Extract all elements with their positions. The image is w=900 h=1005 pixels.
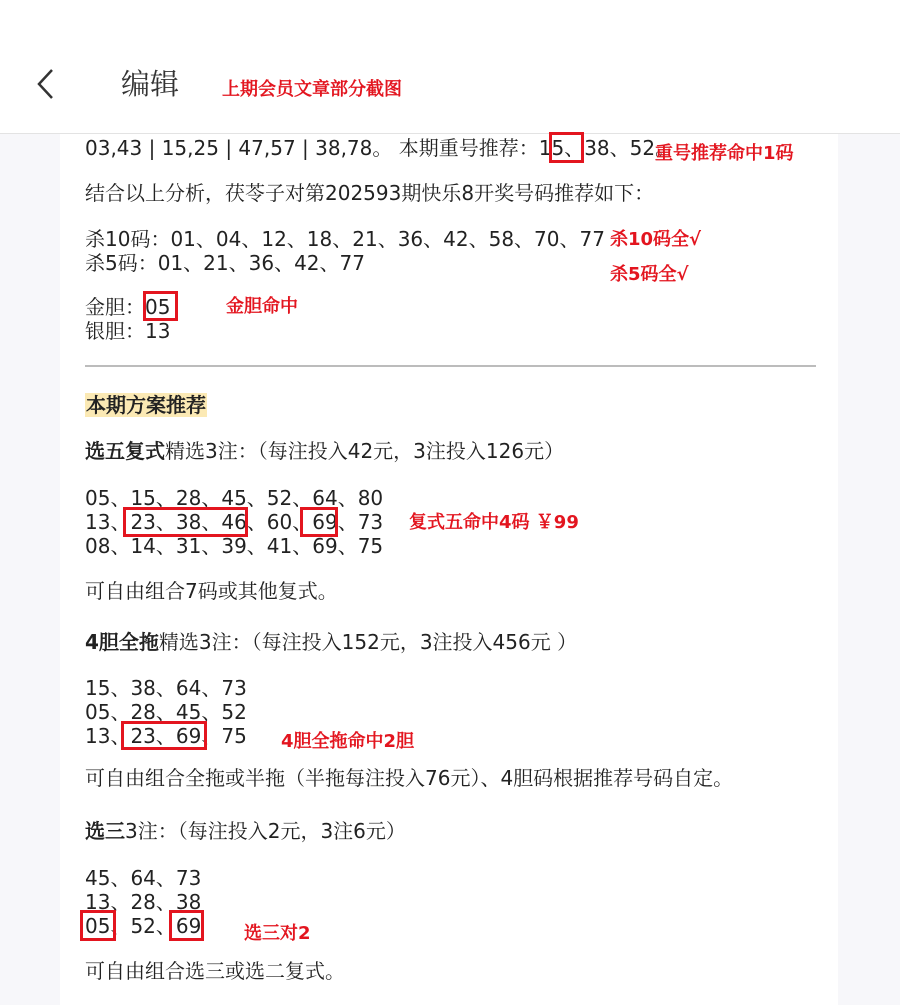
drag-row: 15、38、64、73 <box>85 676 247 700</box>
pick3-note: 可自由组合选三或选二复式。 <box>85 959 345 983</box>
gold-line: 金胆：05 <box>85 295 171 319</box>
analysis-line: 结合以上分析，茯苓子对第202593期快乐8开奖号码推荐如下： <box>85 181 655 205</box>
chevron-left-icon <box>30 66 66 102</box>
pick3-row: 13、28、38 <box>85 890 202 914</box>
divider <box>85 365 816 367</box>
annotation-kill5: 杀5码全√ <box>610 264 689 285</box>
annotation-pick5-hit: 复式五命中4码 ￥99 <box>409 512 579 533</box>
drag-row: 13、23、69、75 <box>85 724 247 748</box>
screenshot-annotation: 上期会员文章部分截图 <box>222 79 402 100</box>
pick3-heading: 选三3注：（每注投入2元，3注6元） <box>85 819 406 843</box>
pick5-row: 13、23、38、46、60、69、73 <box>85 510 384 534</box>
top-bar <box>0 0 900 134</box>
page-title: 编辑 <box>121 67 180 101</box>
highlight-box-23-69 <box>121 721 207 750</box>
pick5-row: 08、14、31、39、41、69、75 <box>85 534 384 558</box>
repeat-line: 03,43 | 15,25 | 47,57 | 38,78。 本期重号推荐：15、38、52。 <box>85 136 676 160</box>
highlight-box-05 <box>143 291 178 321</box>
silver-line: 银胆：13 <box>85 319 171 343</box>
pick3-row: 05、52、69 <box>85 914 202 938</box>
pick5-row: 05、15、28、45、52、64、80 <box>85 486 384 510</box>
pick5-note: 可自由组合7码或其他复式。 <box>85 579 338 603</box>
highlight-box-69 <box>300 507 338 537</box>
highlight-box-69-pick3 <box>169 910 204 941</box>
kill5-line: 杀5码：01、21、36、42、77 <box>85 251 365 275</box>
annotation-repeat-hit: 重号推荐命中1码 <box>655 143 794 164</box>
annotation-kill10: 杀10码全√ <box>610 229 702 250</box>
highlight-box-38 <box>549 132 584 163</box>
highlight-box-23-38-46 <box>123 507 248 537</box>
highlight-box-05-pick3 <box>80 910 116 941</box>
drag-heading: 4胆全拖精选3注：（每注投入152元，3注投入456元 ） <box>85 630 578 654</box>
annotation-pick3-hit: 选三对2 <box>244 923 311 944</box>
kill10-line: 杀10码：01、04、12、18、21、36、42、58、70、77 <box>85 227 605 251</box>
back-button[interactable] <box>30 66 66 102</box>
pick3-row: 45、64、73 <box>85 866 202 890</box>
drag-note: 可自由组合全拖或半拖（半拖每注投入76元）、4胆码根据推荐号码自定。 <box>85 766 734 790</box>
drag-row: 05、28、45、52 <box>85 700 247 724</box>
pick5-heading: 选五复式精选3注：（每注投入42元，3注投入126元） <box>85 439 565 463</box>
section-heading: 本期方案推荐 <box>86 393 206 417</box>
annotation-gold-hit: 金胆命中 <box>226 296 298 317</box>
annotation-drag-hit: 4胆全拖命中2胆 <box>281 731 415 752</box>
